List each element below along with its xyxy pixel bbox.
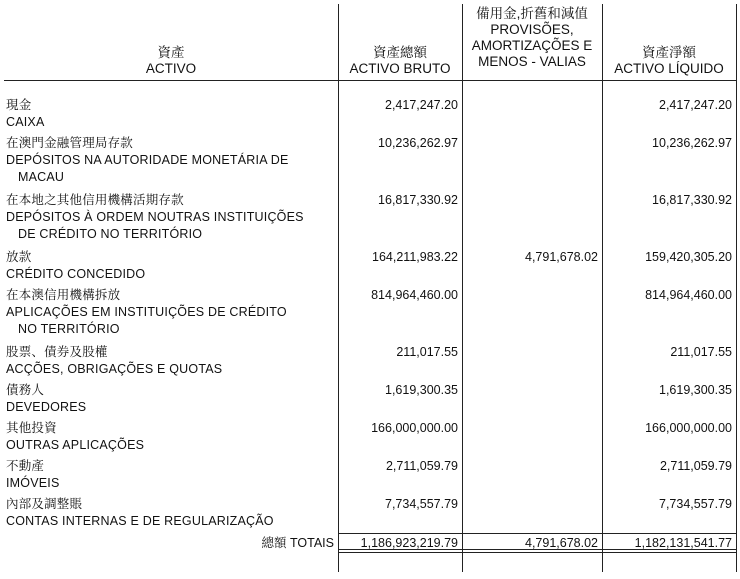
row-label-pt: DE CRÉDITO NO TERRITÓRIO [18,227,203,241]
row-provision: 4,791,678.02 [525,250,598,264]
total-rule-double [338,552,737,553]
row-gross: 164,211,983.22 [372,250,458,264]
total-label: 總額 TOTAIS [261,536,334,550]
header-activo-zh: 資產 [157,45,185,60]
row-gross: 814,964,460.00 [371,288,458,302]
total-net: 1,182,131,541.77 [634,536,732,550]
header-activo-pt: ACTIVO [145,61,197,76]
row-label [6,287,334,338]
row-label-zh: 內部及調整賬 [6,497,83,511]
header-provisoes [462,6,602,70]
row-label-pt: DEVEDORES [6,400,87,414]
row-label-pt: IMÓVEIS [6,476,60,490]
header-activo-bruto [338,45,462,77]
row-net: 211,017.55 [670,345,732,359]
row-label-zh: 在本地之其他信用機構活期存款 [6,193,184,207]
row-label-zh: 現金 [6,98,32,112]
header-rule [4,80,737,81]
row-label [6,382,334,416]
row-label [6,496,334,530]
row-gross: 166,000,000.00 [371,421,458,435]
row-label-pt: ACÇÕES, OBRIGAÇÕES E QUOTAS [6,362,223,376]
row-label [6,192,334,243]
total-gross: 1,186,923,219.79 [360,536,458,550]
row-net: 16,817,330.92 [652,193,732,207]
row-net: 1,619,300.35 [659,383,732,397]
row-net: 10,236,262.97 [652,136,732,150]
row-label-pt: DEPÓSITOS À ORDEM NOUTRAS INSTITUIÇÕES [6,210,304,224]
row-label-pt: CONTAS INTERNAS E DE REGULARIZAÇÃO [6,514,274,528]
row-label-pt: DEPÓSITOS NA AUTORIDADE MONETÁRIA DE [6,153,289,167]
row-net: 159,420,305.20 [645,250,732,264]
row-label-pt: APLICAÇÕES EM INSTITUIÇÕES DE CRÉDITO [6,305,287,319]
row-label-zh: 放款 [6,250,32,264]
row-net: 166,000,000.00 [645,421,732,435]
row-label-pt: CAIXA [6,115,45,129]
row-label-zh: 不動產 [6,459,45,473]
header-provisoes-pt-3: MENOS - VALIAS [478,54,586,69]
row-label [6,458,334,492]
total-top-rule [338,533,737,534]
row-label-pt: NO TERRITÓRIO [18,322,120,336]
row-label [6,97,334,131]
row-gross: 2,711,059.79 [385,459,458,473]
column-rule [338,4,339,572]
header-activo-liquido-pt: ACTIVO LÍQUIDO [614,61,724,76]
header-provisoes-pt-2: AMORTIZAÇÕES E [471,38,593,53]
row-label-zh: 在澳門金融管理局存款 [6,136,134,150]
header-provisoes-pt-1: PROVISÕES, [490,22,574,37]
row-gross: 10,236,262.97 [378,136,458,150]
row-net: 814,964,460.00 [645,288,732,302]
total-provision: 4,791,678.02 [525,536,598,550]
row-label-zh: 股票、債券及股權 [6,345,108,359]
header-activo [4,45,338,77]
row-net: 7,734,557.79 [659,497,732,511]
row-label-pt: MACAU [18,170,65,184]
header-provisoes-zh: 備用金,折舊和減值 [476,6,588,21]
row-label-pt: CRÉDITO CONCEDIDO [6,267,146,281]
column-rule [462,4,463,572]
row-label [6,344,334,378]
row-net: 2,417,247.20 [659,98,732,112]
row-label-pt: OUTRAS APLICAÇÕES [6,438,145,452]
header-activo-bruto-pt: ACTIVO BRUTO [349,61,451,76]
row-label-zh: 債務人 [6,383,45,397]
row-label-zh: 在本澳信用機構拆放 [6,288,121,302]
row-gross: 7,734,557.79 [385,497,458,511]
row-gross: 211,017.55 [396,345,458,359]
row-label [6,249,334,283]
row-gross: 16,817,330.92 [378,193,458,207]
row-gross: 2,417,247.20 [385,98,458,112]
row-label [6,135,334,186]
row-label [6,420,334,454]
header-activo-liquido-zh: 資產淨額 [642,45,696,60]
header-activo-liquido [602,45,736,77]
row-label-zh: 其他投資 [6,421,57,435]
column-rule [736,4,737,572]
row-net: 2,711,059.79 [659,459,732,473]
column-rule [602,4,603,572]
row-gross: 1,619,300.35 [385,383,458,397]
header-activo-bruto-zh: 資產總額 [373,45,427,60]
